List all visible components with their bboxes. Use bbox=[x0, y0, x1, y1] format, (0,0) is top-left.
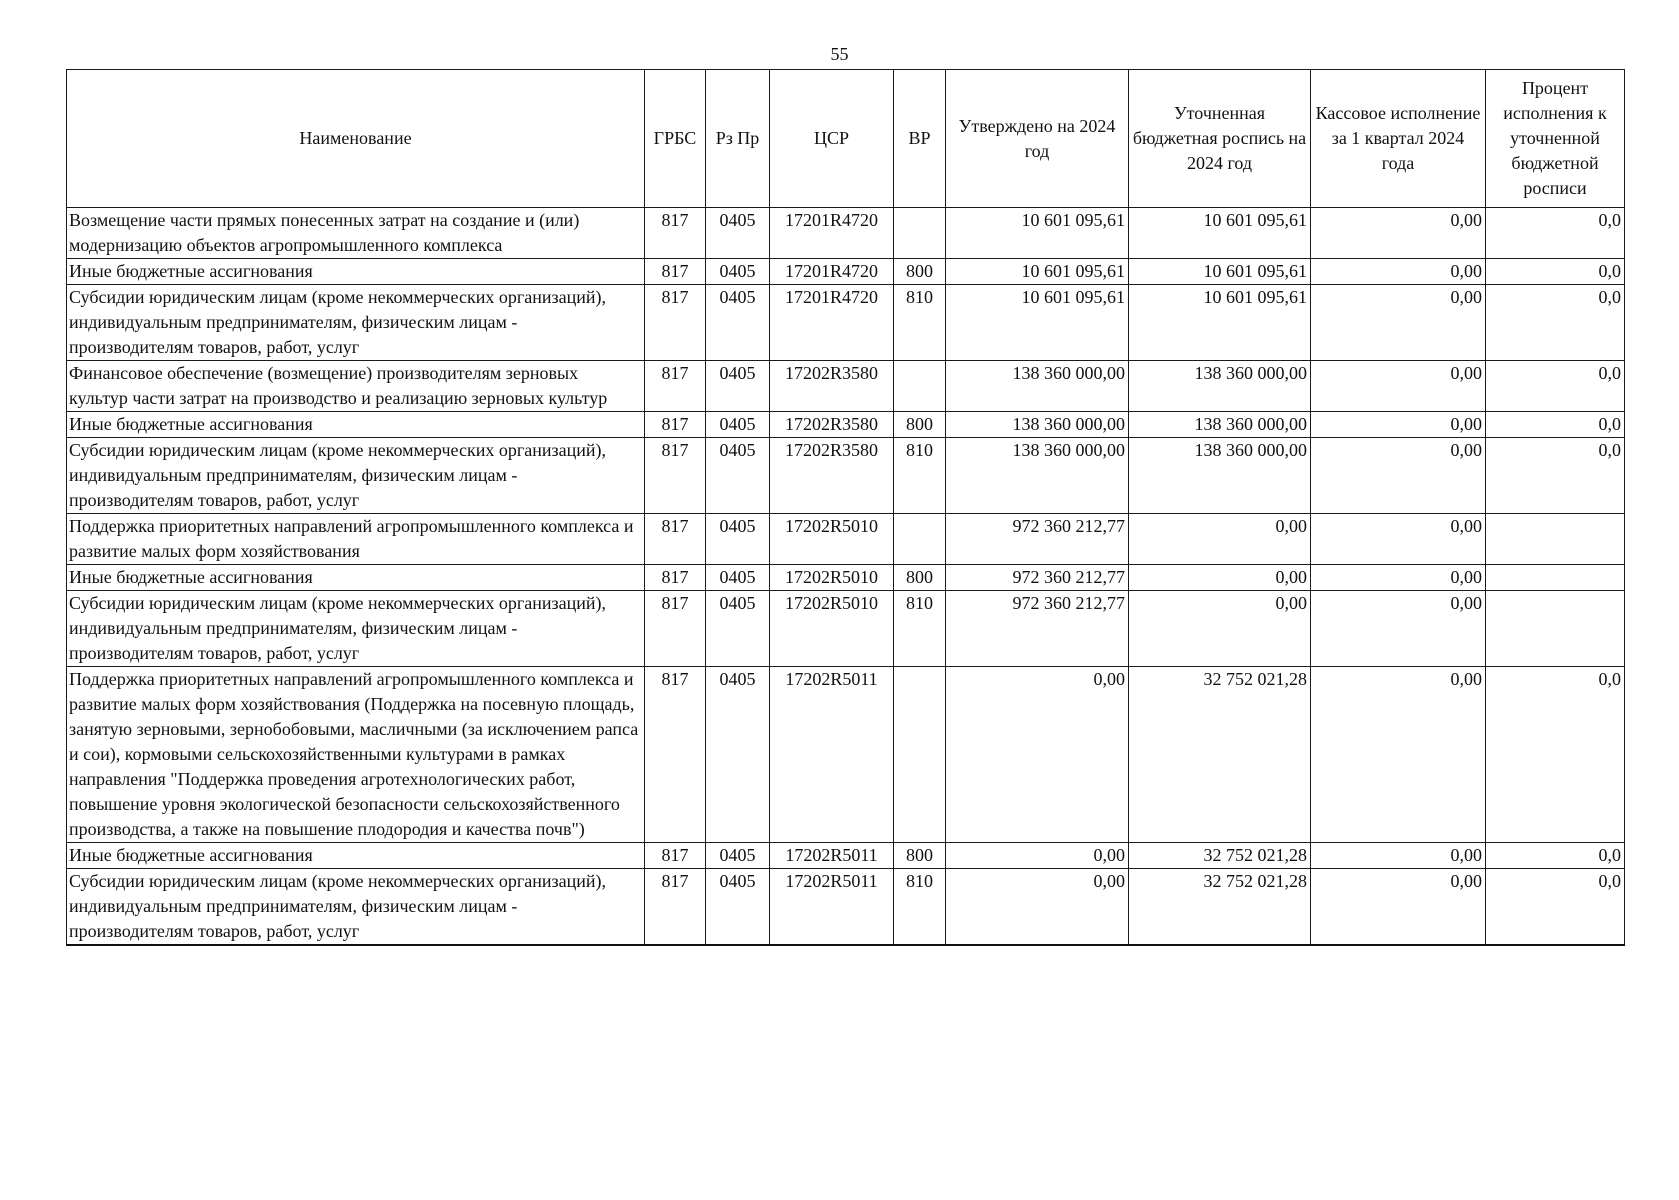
cell-vr bbox=[894, 361, 946, 412]
cell-name: Субсидии юридическим лицам (кроме некоммерческих организаций), индивидуальным предпринимателям, физическим лицам - производителям товаров, работ, услуг bbox=[67, 869, 645, 946]
cell-name: Субсидии юридическим лицам (кроме некоммерческих организаций), индивидуальным предпринимателям, физическим лицам - производителям товаров, работ, услуг bbox=[67, 438, 645, 514]
cell-percent: 0,0 bbox=[1486, 361, 1625, 412]
table-row bbox=[67, 412, 1625, 438]
cell-percent: 0,0 bbox=[1486, 869, 1625, 946]
table-row bbox=[67, 438, 1625, 514]
cell-csr: 17202R5011 bbox=[770, 843, 894, 869]
cell-percent bbox=[1486, 514, 1625, 565]
cell-csr: 17202R5010 bbox=[770, 591, 894, 667]
cell-approved: 138 360 000,00 bbox=[946, 361, 1129, 412]
cell-vr: 810 bbox=[894, 285, 946, 361]
cell-cash: 0,00 bbox=[1311, 514, 1486, 565]
cell-rzpr: 0405 bbox=[706, 412, 770, 438]
cell-cash: 0,00 bbox=[1311, 361, 1486, 412]
cell-vr: 810 bbox=[894, 869, 946, 946]
cell-name: Поддержка приоритетных направлений агропромышленного комплекса и развитие малых форм хозяйствования bbox=[67, 514, 645, 565]
cell-cash: 0,00 bbox=[1311, 438, 1486, 514]
cell-percent: 0,0 bbox=[1486, 412, 1625, 438]
cell-refined: 32 752 021,28 bbox=[1129, 843, 1311, 869]
cell-refined: 0,00 bbox=[1129, 514, 1311, 565]
header-csr: ЦСР bbox=[770, 70, 894, 208]
cell-approved: 0,00 bbox=[946, 667, 1129, 843]
cell-grbs: 817 bbox=[645, 361, 706, 412]
table-row bbox=[67, 591, 1625, 667]
cell-refined: 0,00 bbox=[1129, 591, 1311, 667]
cell-rzpr: 0405 bbox=[706, 565, 770, 591]
page-number: 55 bbox=[830, 44, 849, 64]
cell-name: Субсидии юридическим лицам (кроме некоммерческих организаций), индивидуальным предпринимателям, физическим лицам - производителям товаров, работ, услуг bbox=[67, 591, 645, 667]
cell-percent: 0,0 bbox=[1486, 438, 1625, 514]
table-row bbox=[67, 843, 1625, 869]
cell-rzpr: 0405 bbox=[706, 591, 770, 667]
cell-csr: 17201R4720 bbox=[770, 208, 894, 259]
cell-cash: 0,00 bbox=[1311, 412, 1486, 438]
cell-cash: 0,00 bbox=[1311, 259, 1486, 285]
cell-refined: 138 360 000,00 bbox=[1129, 438, 1311, 514]
table-body bbox=[67, 208, 1625, 946]
cell-cash: 0,00 bbox=[1311, 843, 1486, 869]
cell-refined: 138 360 000,00 bbox=[1129, 412, 1311, 438]
table-row bbox=[67, 514, 1625, 565]
table-row bbox=[67, 285, 1625, 361]
cell-vr: 800 bbox=[894, 412, 946, 438]
cell-refined: 138 360 000,00 bbox=[1129, 361, 1311, 412]
cell-name: Иные бюджетные ассигнования bbox=[67, 259, 645, 285]
cell-percent: 0,0 bbox=[1486, 285, 1625, 361]
cell-approved: 972 360 212,77 bbox=[946, 514, 1129, 565]
cell-grbs: 817 bbox=[645, 591, 706, 667]
cell-csr: 17202R5011 bbox=[770, 869, 894, 946]
cell-csr: 17201R4720 bbox=[770, 259, 894, 285]
cell-vr bbox=[894, 208, 946, 259]
cell-grbs: 817 bbox=[645, 285, 706, 361]
header-vr: ВР bbox=[894, 70, 946, 208]
cell-grbs: 817 bbox=[645, 843, 706, 869]
cell-approved: 0,00 bbox=[946, 843, 1129, 869]
cell-cash: 0,00 bbox=[1311, 591, 1486, 667]
cell-approved: 10 601 095,61 bbox=[946, 259, 1129, 285]
cell-refined: 10 601 095,61 bbox=[1129, 259, 1311, 285]
cell-rzpr: 0405 bbox=[706, 514, 770, 565]
cell-rzpr: 0405 bbox=[706, 208, 770, 259]
cell-name: Финансовое обеспечение (возмещение) производителям зерновых культур части затрат на производство и реализацию зерновых культур bbox=[67, 361, 645, 412]
cell-rzpr: 0405 bbox=[706, 438, 770, 514]
cell-name: Иные бюджетные ассигнования bbox=[67, 843, 645, 869]
cell-cash: 0,00 bbox=[1311, 285, 1486, 361]
table-row bbox=[67, 259, 1625, 285]
cell-refined: 10 601 095,61 bbox=[1129, 208, 1311, 259]
cell-percent: 0,0 bbox=[1486, 667, 1625, 843]
cell-vr: 800 bbox=[894, 843, 946, 869]
budget-table bbox=[66, 69, 1625, 946]
cell-cash: 0,00 bbox=[1311, 565, 1486, 591]
header-refined: Уточненная бюджетная роспись на 2024 год bbox=[1129, 70, 1311, 208]
cell-vr: 800 bbox=[894, 259, 946, 285]
cell-name: Субсидии юридическим лицам (кроме некоммерческих организаций), индивидуальным предпринимателям, физическим лицам - производителям товаров, работ, услуг bbox=[67, 285, 645, 361]
cell-refined: 0,00 bbox=[1129, 565, 1311, 591]
cell-approved: 972 360 212,77 bbox=[946, 591, 1129, 667]
header-grbs: ГРБС bbox=[645, 70, 706, 208]
cell-cash: 0,00 bbox=[1311, 208, 1486, 259]
table-row bbox=[67, 667, 1625, 843]
cell-csr: 17202R5010 bbox=[770, 565, 894, 591]
cell-rzpr: 0405 bbox=[706, 285, 770, 361]
cell-csr: 17202R5010 bbox=[770, 514, 894, 565]
cell-grbs: 817 bbox=[645, 565, 706, 591]
cell-vr: 810 bbox=[894, 438, 946, 514]
cell-refined: 32 752 021,28 bbox=[1129, 869, 1311, 946]
cell-csr: 17202R3580 bbox=[770, 361, 894, 412]
cell-csr: 17201R4720 bbox=[770, 285, 894, 361]
cell-grbs: 817 bbox=[645, 667, 706, 843]
cell-percent: 0,0 bbox=[1486, 208, 1625, 259]
cell-approved: 972 360 212,77 bbox=[946, 565, 1129, 591]
cell-csr: 17202R5011 bbox=[770, 667, 894, 843]
cell-rzpr: 0405 bbox=[706, 259, 770, 285]
cell-csr: 17202R3580 bbox=[770, 438, 894, 514]
cell-percent bbox=[1486, 565, 1625, 591]
cell-name: Поддержка приоритетных направлений агропромышленного комплекса и развитие малых форм хозяйствования (Поддержка на посевную площадь, занятую зерновыми, зернобобовыми, масличными (за исключением рапса и сои), кормовыми сельскохозяйственными культурами в рамках направления "Поддержка проведения агротехнологических работ, повышение уровня экологической безопасности сельскохозяйственного производства, а также на повышение плодородия и качества почв") bbox=[67, 667, 645, 843]
cell-percent: 0,0 bbox=[1486, 259, 1625, 285]
cell-name: Возмещение части прямых понесенных затрат на создание и (или) модернизацию объектов агропромышленного комплекса bbox=[67, 208, 645, 259]
cell-vr: 810 bbox=[894, 591, 946, 667]
cell-grbs: 817 bbox=[645, 514, 706, 565]
table-row bbox=[67, 208, 1625, 259]
cell-rzpr: 0405 bbox=[706, 843, 770, 869]
cell-approved: 138 360 000,00 bbox=[946, 438, 1129, 514]
cell-approved: 10 601 095,61 bbox=[946, 285, 1129, 361]
cell-rzpr: 0405 bbox=[706, 361, 770, 412]
cell-cash: 0,00 bbox=[1311, 869, 1486, 946]
cell-rzpr: 0405 bbox=[706, 869, 770, 946]
cell-vr: 800 bbox=[894, 565, 946, 591]
cell-name: Иные бюджетные ассигнования bbox=[67, 565, 645, 591]
cell-refined: 32 752 021,28 bbox=[1129, 667, 1311, 843]
cell-vr bbox=[894, 667, 946, 843]
table-row bbox=[67, 361, 1625, 412]
header-percent: Процент исполнения к уточненной бюджетной росписи bbox=[1486, 70, 1625, 208]
header-approved: Утверждено на 2024 год bbox=[946, 70, 1129, 208]
cell-approved: 0,00 bbox=[946, 869, 1129, 946]
cell-grbs: 817 bbox=[645, 259, 706, 285]
header-name: Наименование bbox=[67, 70, 645, 208]
cell-approved: 10 601 095,61 bbox=[946, 208, 1129, 259]
cell-percent bbox=[1486, 591, 1625, 667]
cell-grbs: 817 bbox=[645, 412, 706, 438]
cell-rzpr: 0405 bbox=[706, 667, 770, 843]
table-row bbox=[67, 565, 1625, 591]
table-row bbox=[67, 869, 1625, 946]
header-rzpr: Рз Пр bbox=[706, 70, 770, 208]
cell-vr bbox=[894, 514, 946, 565]
cell-refined: 10 601 095,61 bbox=[1129, 285, 1311, 361]
cell-percent: 0,0 bbox=[1486, 843, 1625, 869]
cell-name: Иные бюджетные ассигнования bbox=[67, 412, 645, 438]
cell-csr: 17202R3580 bbox=[770, 412, 894, 438]
header-row bbox=[67, 70, 1625, 208]
cell-grbs: 817 bbox=[645, 438, 706, 514]
cell-grbs: 817 bbox=[645, 208, 706, 259]
cell-grbs: 817 bbox=[645, 869, 706, 946]
header-cash: Кассовое исполнение за 1 квартал 2024 года bbox=[1311, 70, 1486, 208]
cell-cash: 0,00 bbox=[1311, 667, 1486, 843]
cell-approved: 138 360 000,00 bbox=[946, 412, 1129, 438]
